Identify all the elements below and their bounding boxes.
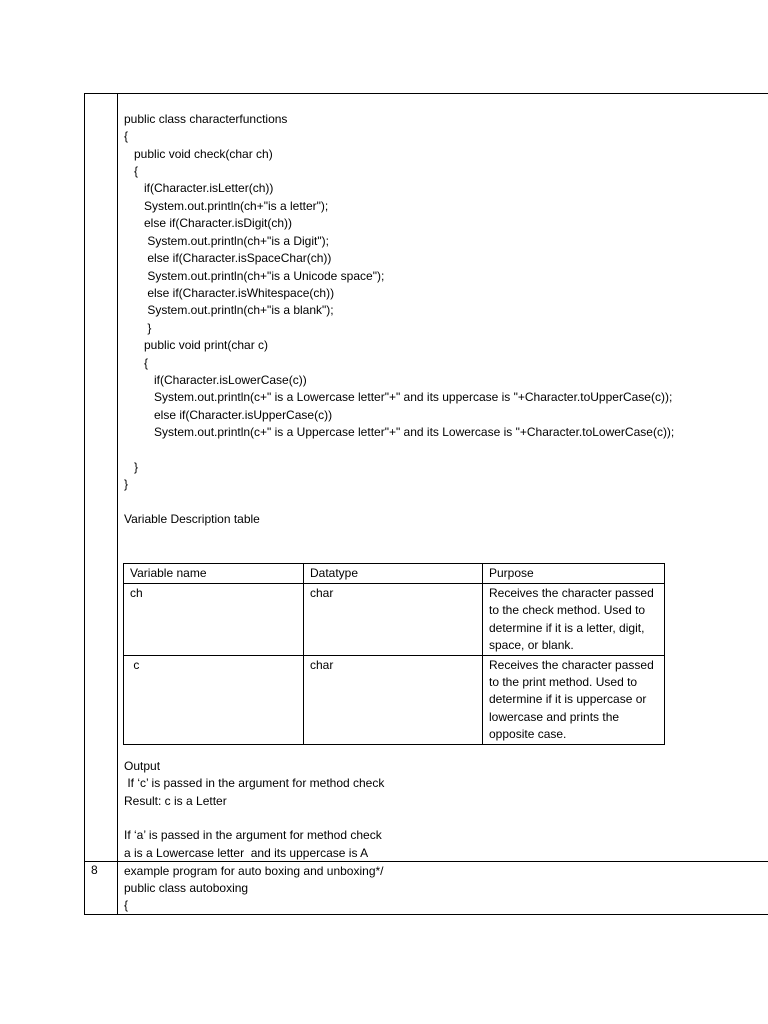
code-line: public void check(char ch) xyxy=(124,147,273,161)
code-line: { xyxy=(124,164,139,178)
code-line: if(Character.isLetter(ch)) xyxy=(124,181,274,195)
code-line: } xyxy=(124,460,139,474)
code-line: public class characterfunctions xyxy=(124,112,288,126)
code-line: } xyxy=(124,477,129,491)
row-number: 8 xyxy=(91,863,98,877)
code-line: { xyxy=(124,356,149,370)
table-cell: char xyxy=(304,656,483,745)
output-line: If ‘a’ is passed in the argument for method check xyxy=(124,828,382,842)
code-line: else if(Character.isUpperCase(c)) xyxy=(124,408,333,422)
output-line: Output xyxy=(124,759,161,773)
code-line: else if(Character.isWhitespace(ch)) xyxy=(124,286,335,300)
table-cell: Receives the character passed to the print method. Used to determine if it is uppercase or lowercase and prints the opposite case. xyxy=(483,656,665,745)
code-line: System.out.println(ch+"is a blank"); xyxy=(124,303,334,317)
output-line: Result: c is a Letter xyxy=(124,794,227,808)
table-row xyxy=(124,584,665,656)
table-row xyxy=(124,656,665,745)
code-line: { xyxy=(124,898,129,912)
code-line: System.out.println(ch+"is a Digit"); xyxy=(124,234,329,248)
header-cell: Variable name xyxy=(124,564,304,584)
code-line: System.out.println(ch+"is a Unicode space"); xyxy=(124,269,385,283)
table-cell: Receives the character passed to the check method. Used to determine if it is a letter, digit, space, or blank. xyxy=(483,584,665,656)
table-header-row xyxy=(124,564,665,584)
header-cell: Datatype xyxy=(304,564,483,584)
column-divider xyxy=(117,93,118,914)
code-line: public class autoboxing xyxy=(124,881,249,895)
header-cell: Purpose xyxy=(483,564,665,584)
code-line: } xyxy=(124,321,152,335)
variable-description-table xyxy=(123,563,665,745)
code-line: else if(Character.isSpaceChar(ch)) xyxy=(124,251,332,265)
output-line: a is a Lowercase letter and its uppercase is A xyxy=(124,846,369,860)
code-line: else if(Character.isDigit(ch)) xyxy=(124,216,293,230)
code-line: { xyxy=(124,129,129,143)
table-title: Variable Description table xyxy=(124,512,260,526)
code-line: example program for auto boxing and unboxing*/ xyxy=(124,864,384,878)
code-line: if(Character.isLowerCase(c)) xyxy=(124,373,307,387)
output-line: If ‘c’ is passed in the argument for method check xyxy=(124,776,385,790)
code-line: System.out.println(c+" is a Uppercase letter"+" and its Lowercase is "+Character.toLowerCase(c)); xyxy=(124,425,675,439)
table-cell: char xyxy=(304,584,483,656)
table-cell: ch xyxy=(124,584,304,656)
code-line: public void print(char c) xyxy=(124,338,269,352)
table-cell: c xyxy=(124,656,304,745)
code-line: System.out.println(ch+"is a letter"); xyxy=(124,199,329,213)
code-line: System.out.println(c+" is a Lowercase letter"+" and its uppercase is "+Character.toUpperCase(c)); xyxy=(124,390,673,404)
row-divider xyxy=(84,861,768,862)
